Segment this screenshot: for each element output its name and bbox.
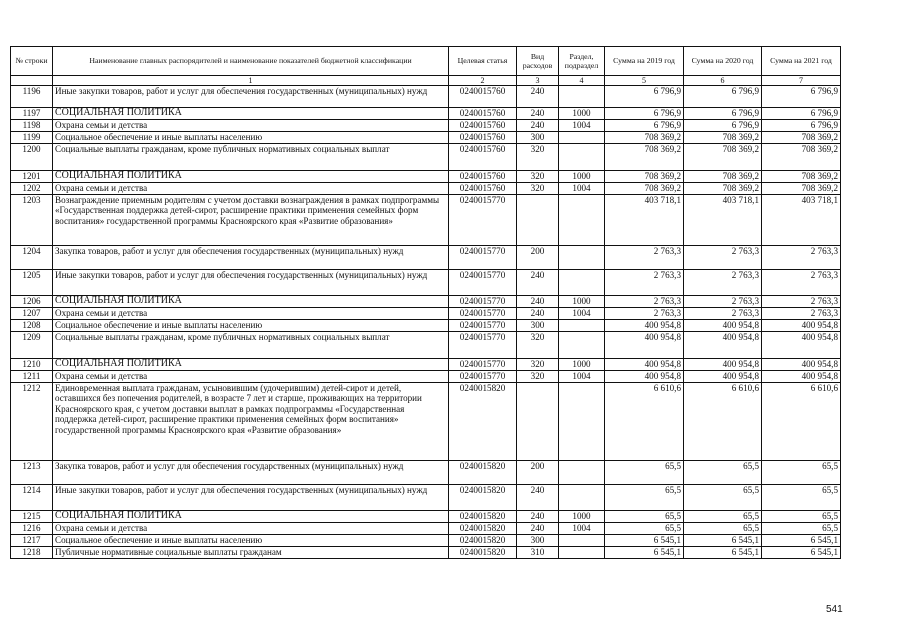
row-name: Закупка товаров, работ и услуг для обеспечения государственных (муниципальных) нужд: [53, 461, 449, 485]
expense-kind: 320: [517, 144, 559, 171]
row-name: Закупка товаров, работ и услуг для обеспечения государственных (муниципальных) нужд: [53, 246, 449, 270]
sum-2019: 708 369,2: [605, 183, 684, 195]
section-code: 1004: [559, 120, 605, 132]
column-number: [11, 76, 53, 86]
sum-2020: 6 796,9: [684, 120, 762, 132]
table-row: [11, 371, 841, 383]
expense-kind: 240: [517, 485, 559, 511]
column-number: 4: [559, 76, 605, 86]
column-number: 6: [684, 76, 762, 86]
sum-2020: 708 369,2: [684, 183, 762, 195]
column-number: 1: [53, 76, 449, 86]
row-number: 1199: [11, 132, 53, 144]
section-code: [559, 270, 605, 296]
target-article: 0240015770: [449, 371, 517, 383]
target-article: 0240015760: [449, 86, 517, 108]
sum-2021: 400 954,8: [762, 359, 841, 371]
row-name: Публичные нормативные социальные выплаты гражданам: [53, 547, 449, 559]
sum-2020: 708 369,2: [684, 171, 762, 183]
sum-2020: 65,5: [684, 461, 762, 485]
row-number: 1209: [11, 332, 53, 359]
section-code: 1000: [559, 296, 605, 308]
row-number: 1196: [11, 86, 53, 108]
section-code: 1000: [559, 511, 605, 523]
sum-2021: 6 796,9: [762, 86, 841, 108]
sum-2021: 6 610,6: [762, 383, 841, 461]
row-name: Иные закупки товаров, работ и услуг для обеспечения государственных (муниципальных) нужд: [53, 270, 449, 296]
section-code: 1004: [559, 523, 605, 535]
header-name: Наименование главных распорядителей и наименование показателей бюджетной классификации: [53, 47, 449, 76]
section-code: [559, 86, 605, 108]
section-code: [559, 144, 605, 171]
target-article: 0240015770: [449, 320, 517, 332]
row-name: Охрана семьи и детства: [53, 308, 449, 320]
row-name: Охрана семьи и детства: [53, 120, 449, 132]
section-code: [559, 332, 605, 359]
expense-kind: 200: [517, 461, 559, 485]
expense-kind: 240: [517, 511, 559, 523]
row-number: 1208: [11, 320, 53, 332]
expense-kind: 240: [517, 108, 559, 120]
sum-2021: 6 796,9: [762, 108, 841, 120]
section-code: [559, 320, 605, 332]
target-article: 0240015770: [449, 270, 517, 296]
target-article: 0240015760: [449, 132, 517, 144]
row-name: Социальное обеспечение и иные выплаты населению: [53, 535, 449, 547]
section-code: [559, 132, 605, 144]
sum-2020: 6 796,9: [684, 86, 762, 108]
row-number: 1210: [11, 359, 53, 371]
table-row: [11, 86, 841, 108]
sum-2020: 65,5: [684, 523, 762, 535]
row-name: СОЦИАЛЬНАЯ ПОЛИТИКА: [53, 359, 449, 371]
sum-2019: 400 954,8: [605, 359, 684, 371]
section-code: [559, 485, 605, 511]
sum-2020: 2 763,3: [684, 296, 762, 308]
table-row: [11, 535, 841, 547]
header-expense-kind: Вид расходов: [517, 47, 559, 76]
sum-2019: 65,5: [605, 485, 684, 511]
target-article: 0240015820: [449, 535, 517, 547]
sum-2019: 6 545,1: [605, 547, 684, 559]
row-name: СОЦИАЛЬНАЯ ПОЛИТИКА: [53, 171, 449, 183]
header-row-number: № строки: [11, 47, 53, 76]
expense-kind: 300: [517, 535, 559, 547]
sum-2019: 6 610,6: [605, 383, 684, 461]
expense-kind: [517, 195, 559, 246]
header-sum-2019: Сумма на 2019 год: [605, 47, 684, 76]
header-sum-2020: Сумма на 2020 год: [684, 47, 762, 76]
target-article: 0240015820: [449, 485, 517, 511]
section-code: [559, 535, 605, 547]
sum-2021: 2 763,3: [762, 308, 841, 320]
sum-2020: 2 763,3: [684, 270, 762, 296]
target-article: 0240015760: [449, 171, 517, 183]
sum-2021: 708 369,2: [762, 132, 841, 144]
row-name: Охрана семьи и детства: [53, 523, 449, 535]
sum-2021: 6 796,9: [762, 120, 841, 132]
sum-2020: 6 610,6: [684, 383, 762, 461]
sum-2021: 708 369,2: [762, 171, 841, 183]
sum-2019: 2 763,3: [605, 308, 684, 320]
sum-2021: 708 369,2: [762, 144, 841, 171]
sum-2020: 400 954,8: [684, 320, 762, 332]
row-name: Социальные выплаты гражданам, кроме публичных нормативных социальных выплат: [53, 332, 449, 359]
sum-2019: 708 369,2: [605, 144, 684, 171]
table-row: [11, 523, 841, 535]
budget-table: [10, 46, 841, 559]
row-number: 1201: [11, 171, 53, 183]
sum-2021: 403 718,1: [762, 195, 841, 246]
expense-kind: 240: [517, 523, 559, 535]
sum-2021: 65,5: [762, 511, 841, 523]
column-number: 3: [517, 76, 559, 86]
sum-2020: 6 545,1: [684, 535, 762, 547]
table-row: [11, 171, 841, 183]
target-article: 0240015760: [449, 108, 517, 120]
table-row: [11, 461, 841, 485]
table-body: [11, 86, 841, 559]
sum-2021: 400 954,8: [762, 320, 841, 332]
target-article: 0240015820: [449, 547, 517, 559]
sum-2019: 708 369,2: [605, 171, 684, 183]
row-name: Социальное обеспечение и иные выплаты населению: [53, 132, 449, 144]
sum-2021: 708 369,2: [762, 183, 841, 195]
sum-2019: 400 954,8: [605, 320, 684, 332]
row-name: СОЦИАЛЬНАЯ ПОЛИТИКА: [53, 511, 449, 523]
expense-kind: 240: [517, 120, 559, 132]
sum-2021: 65,5: [762, 485, 841, 511]
table-row: [11, 332, 841, 359]
sum-2019: 65,5: [605, 523, 684, 535]
target-article: 0240015760: [449, 183, 517, 195]
expense-kind: 320: [517, 332, 559, 359]
sum-2019: 6 796,9: [605, 120, 684, 132]
target-article: 0240015770: [449, 246, 517, 270]
table-row: [11, 246, 841, 270]
sum-2020: 708 369,2: [684, 132, 762, 144]
target-article: 0240015770: [449, 332, 517, 359]
expense-kind: [517, 383, 559, 461]
table-row: [11, 485, 841, 511]
section-code: [559, 383, 605, 461]
column-number: 7: [762, 76, 841, 86]
expense-kind: 200: [517, 246, 559, 270]
sum-2020: 400 954,8: [684, 332, 762, 359]
sum-2021: 65,5: [762, 523, 841, 535]
sum-2021: 400 954,8: [762, 371, 841, 383]
expense-kind: 300: [517, 320, 559, 332]
sum-2019: 2 763,3: [605, 246, 684, 270]
target-article: 0240015820: [449, 523, 517, 535]
sum-2019: 6 545,1: [605, 535, 684, 547]
row-number: 1216: [11, 523, 53, 535]
sum-2020: 65,5: [684, 485, 762, 511]
row-name: Иные закупки товаров, работ и услуг для обеспечения государственных (муниципальных) нужд: [53, 485, 449, 511]
page-number: 541: [826, 604, 843, 615]
column-number: 5: [605, 76, 684, 86]
sum-2019: 400 954,8: [605, 371, 684, 383]
header-row: [11, 47, 841, 76]
section-code: 1000: [559, 171, 605, 183]
table-row: [11, 132, 841, 144]
sum-2021: 2 763,3: [762, 296, 841, 308]
sum-2020: 6 545,1: [684, 547, 762, 559]
row-name: Социальные выплаты гражданам, кроме публичных нормативных социальных выплат: [53, 144, 449, 171]
row-name: СОЦИАЛЬНАЯ ПОЛИТИКА: [53, 296, 449, 308]
row-name: Охрана семьи и детства: [53, 371, 449, 383]
header-target-article: Целевая статья: [449, 47, 517, 76]
table-row: [11, 383, 841, 461]
table-row: [11, 296, 841, 308]
sum-2021: 6 545,1: [762, 547, 841, 559]
sum-2019: 403 718,1: [605, 195, 684, 246]
row-number: 1213: [11, 461, 53, 485]
section-code: 1004: [559, 371, 605, 383]
section-code: [559, 246, 605, 270]
sum-2019: 2 763,3: [605, 296, 684, 308]
sum-2019: 6 796,9: [605, 108, 684, 120]
row-name: Иные закупки товаров, работ и услуг для обеспечения государственных (муниципальных) нужд: [53, 86, 449, 108]
row-number: 1202: [11, 183, 53, 195]
row-number: 1198: [11, 120, 53, 132]
section-code: 1004: [559, 183, 605, 195]
sum-2020: 2 763,3: [684, 308, 762, 320]
expense-kind: 320: [517, 359, 559, 371]
sum-2020: 2 763,3: [684, 246, 762, 270]
table-row: [11, 308, 841, 320]
expense-kind: 320: [517, 183, 559, 195]
expense-kind: 240: [517, 270, 559, 296]
table-row: [11, 183, 841, 195]
expense-kind: 240: [517, 296, 559, 308]
sum-2019: 65,5: [605, 461, 684, 485]
target-article: 0240015820: [449, 461, 517, 485]
section-code: [559, 547, 605, 559]
target-article: 0240015770: [449, 296, 517, 308]
sum-2020: 65,5: [684, 511, 762, 523]
row-name: Единовременная выплата гражданам, усыновившим (удочерившим) детей-сирот и детей, оставшихся без попечения родителей, в возрасте 7 лет и старше, проживающих на территории Красноярского края, с учетом доставки выплат в рамках подпрограммы «Государственная поддержка детей-сирот, расширение практики применения семейных форм воспитания» государственной программы Красноярского края «Развитие образования»: [53, 383, 449, 461]
section-code: 1000: [559, 108, 605, 120]
row-number: 1212: [11, 383, 53, 461]
section-code: 1004: [559, 308, 605, 320]
table-row: [11, 320, 841, 332]
expense-kind: 320: [517, 371, 559, 383]
row-number: 1205: [11, 270, 53, 296]
target-article: 0240015770: [449, 195, 517, 246]
column-number: 2: [449, 76, 517, 86]
target-article: 0240015760: [449, 120, 517, 132]
sum-2019: 708 369,2: [605, 132, 684, 144]
budget-document: [10, 46, 840, 559]
target-article: 0240015770: [449, 359, 517, 371]
row-name: Социальное обеспечение и иные выплаты населению: [53, 320, 449, 332]
sum-2020: 403 718,1: [684, 195, 762, 246]
sum-2021: 2 763,3: [762, 246, 841, 270]
table-row: [11, 511, 841, 523]
row-number: 1215: [11, 511, 53, 523]
target-article: 0240015820: [449, 383, 517, 461]
expense-kind: 310: [517, 547, 559, 559]
row-name: Вознаграждение приемным родителям с учетом доставки вознаграждения в рамках подпрограммы «Государственная поддержка детей-сирот, расширение практики применения семейных форм воспитания» государственной программы Красноярского края «Развитие образования»: [53, 195, 449, 246]
target-article: 0240015760: [449, 144, 517, 171]
sum-2020: 708 369,2: [684, 144, 762, 171]
table-row: [11, 108, 841, 120]
row-number: 1197: [11, 108, 53, 120]
expense-kind: 240: [517, 86, 559, 108]
row-name: СОЦИАЛЬНАЯ ПОЛИТИКА: [53, 108, 449, 120]
sum-2021: 65,5: [762, 461, 841, 485]
table-row: [11, 547, 841, 559]
target-article: 0240015820: [449, 511, 517, 523]
sum-2019: 65,5: [605, 511, 684, 523]
section-code: [559, 195, 605, 246]
sum-2019: 2 763,3: [605, 270, 684, 296]
column-number-row: [11, 76, 841, 86]
sum-2019: 400 954,8: [605, 332, 684, 359]
row-name: Охрана семьи и детства: [53, 183, 449, 195]
sum-2021: 400 954,8: [762, 332, 841, 359]
row-number: 1217: [11, 535, 53, 547]
header-section: Раздел, подраздел: [559, 47, 605, 76]
row-number: 1204: [11, 246, 53, 270]
expense-kind: 320: [517, 171, 559, 183]
row-number: 1214: [11, 485, 53, 511]
section-code: [559, 461, 605, 485]
table-row: [11, 195, 841, 246]
sum-2020: 400 954,8: [684, 359, 762, 371]
table-row: [11, 270, 841, 296]
header-sum-2021: Сумма на 2021 год: [762, 47, 841, 76]
sum-2021: 6 545,1: [762, 535, 841, 547]
sum-2019: 6 796,9: [605, 86, 684, 108]
row-number: 1206: [11, 296, 53, 308]
sum-2020: 400 954,8: [684, 371, 762, 383]
row-number: 1203: [11, 195, 53, 246]
section-code: 1000: [559, 359, 605, 371]
table-row: [11, 120, 841, 132]
expense-kind: 240: [517, 308, 559, 320]
table-row: [11, 359, 841, 371]
sum-2021: 2 763,3: [762, 270, 841, 296]
target-article: 0240015770: [449, 308, 517, 320]
row-number: 1207: [11, 308, 53, 320]
table-row: [11, 144, 841, 171]
row-number: 1211: [11, 371, 53, 383]
row-number: 1218: [11, 547, 53, 559]
sum-2020: 6 796,9: [684, 108, 762, 120]
row-number: 1200: [11, 144, 53, 171]
expense-kind: 300: [517, 132, 559, 144]
